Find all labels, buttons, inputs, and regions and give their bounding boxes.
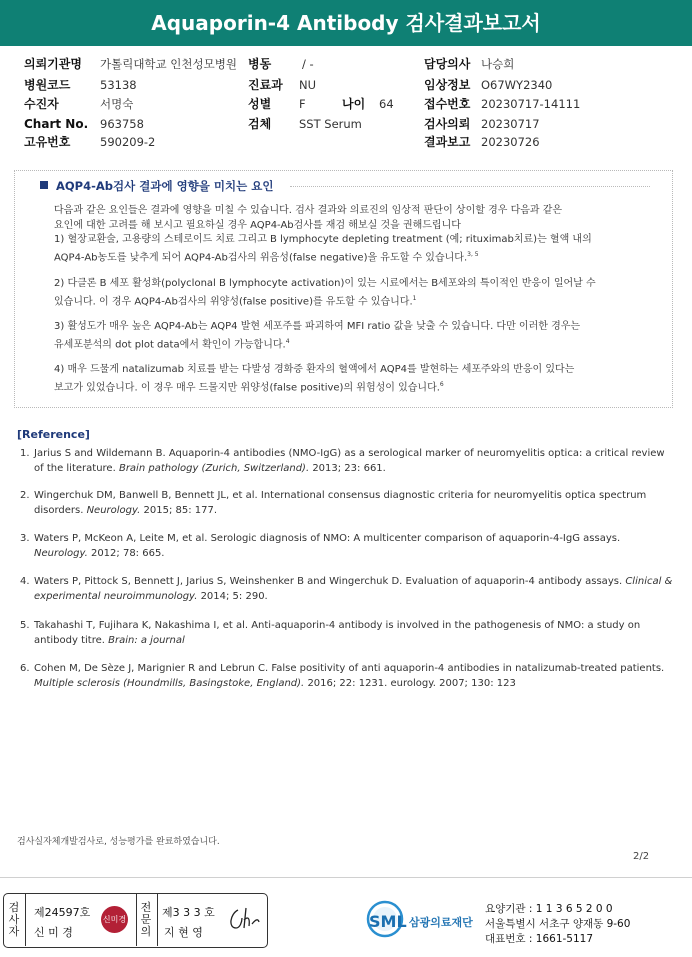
factor-4 — [54, 363, 634, 395]
examiner-license: 제24597호 — [34, 906, 91, 919]
factor-1-text: AQP4-Ab농도를 낮추게 되어 AQP4-Ab검사의 위음성(false negative)을 유도할 수 있습니다. — [54, 251, 468, 263]
factor-3-line-1: 3) 활성도가 매우 높은 AQP4-Ab는 AQP4 발현 세포주를 파괴하여 MFI ratio 값을 낮출 수 있습니다. 다만 이러한 경우는 — [54, 321, 581, 332]
factor-3-line-2 — [54, 335, 634, 353]
reference-journal: Clinical & experimental neuroimmunology. — [34, 576, 673, 602]
factor-1-citation: 3, 5 — [467, 250, 479, 258]
footer-divider — [0, 877, 692, 878]
receipt-label: 접수번호 — [424, 97, 471, 111]
reference-number: 1. — [20, 448, 30, 459]
result-date-label: 결과보고 — [424, 135, 471, 149]
reference-journal: Brain pathology (Zurich, Switzerland). — [118, 462, 310, 474]
recipient-value: 서명숙 — [100, 97, 134, 111]
signature-divider — [25, 894, 26, 946]
intro-line-1: 다음과 같은 요인들은 결과에 영향을 미칠 수 있습니다. 검사 결과와 의료진의 임상적 판단이 상이할 경우 다음과 같은 — [54, 205, 563, 216]
examiner-stamp-icon: 신미경 — [101, 906, 128, 933]
reference-item-1 — [20, 447, 675, 476]
recipient-label: 수진자 — [24, 97, 59, 111]
specimen-label: 검체 — [248, 117, 272, 131]
department-label: 진료과 — [248, 78, 283, 92]
page-number: 2/2 — [633, 851, 650, 862]
reference-journal: Neurology. — [34, 547, 88, 559]
logo-name: 삼광의료재단 — [409, 916, 473, 929]
intro-line-2: 요인에 대한 고려를 해 보시고 필요하실 경우 AQP4-Ab검사를 재검 해보실 것을 권해드립니다 — [54, 219, 461, 231]
doctor-value: 나승희 — [481, 57, 515, 71]
reference-text: Waters P, McKeon A, Leite M, et al. Serologic diagnosis of NMO: A multicenter comparison of aquaporin-4-IgG assays. — [34, 533, 621, 544]
reference-journal: Brain: a journal — [108, 634, 185, 646]
factors-heading — [40, 178, 273, 194]
specimen-value: SST Serum — [299, 117, 362, 131]
factor-4-line-2 — [54, 378, 634, 396]
factor-1-line-1: 1) 혈장교환술, 고용량의 스테로이드 치료 그리고 B lymphocyte depleting treatment (예; rituximab치료)는 혈액 내의 — [54, 234, 592, 245]
clinical-info-label: 임상정보 — [424, 78, 471, 92]
specialist-license: 제3 3 3 호 — [162, 906, 215, 919]
unique-no-label: 고유번호 — [24, 135, 71, 149]
specialist-signature-icon — [224, 904, 262, 936]
factor-3 — [54, 320, 634, 352]
specialist-label: 전문의 — [140, 901, 152, 938]
signature-box — [3, 893, 268, 948]
org-code: 요양기관 : 1 1 3 6 5 2 0 0 — [485, 903, 613, 915]
clinical-info-value: O67WY2340 — [481, 78, 553, 92]
reference-item-3 — [20, 532, 675, 561]
reference-tail: 2016; 22: 1231. eurology. 2007; 130: 123 — [307, 677, 516, 689]
factors-intro — [54, 204, 634, 265]
reference-number: 2. — [20, 490, 30, 501]
department-value: NU — [299, 78, 317, 92]
org-address: 서울특별시 서초구 양재동 9-60 — [485, 918, 631, 930]
factor-2 — [54, 277, 634, 309]
reference-number: 5. — [20, 620, 30, 631]
reference-number: 3. — [20, 533, 30, 544]
report-title: Aquaporin-4 Antibody 검사결과보고서 — [0, 0, 692, 46]
reference-tail: 2012; 78: 665. — [90, 547, 165, 559]
reference-item-5 — [20, 619, 675, 648]
chart-no-value: 963758 — [100, 117, 144, 131]
logo-abbr: SML — [369, 912, 407, 931]
reference-text: Jarius S and Wildemann B. Aquaporin-4 antibodies (NMO-IgG) as a serological marker of neuromyelitis optica: a critical review of the literature. — [34, 448, 665, 474]
sex-label: 성별 — [248, 97, 272, 111]
factor-3-text: 유세포분석의 dot plot data에서 확인이 가능합니다. — [54, 338, 286, 350]
reference-text: Wingerchuk DM, Banwell B, Bennett JL, et al. International consensus diagnostic criteria for neuromyelitis optica spectrum disorders. — [34, 490, 647, 516]
request-date-value: 20230717 — [481, 117, 540, 131]
chart-no-label: Chart No. — [24, 117, 89, 131]
factor-2-citation: 1 — [412, 294, 417, 302]
reference-text: Takahashi T, Fujihara K, Nakashima I, et al. Anti-aquaporin-4 antibody is involved in the pathogenesis of NMO: a study on antibody titre. — [34, 620, 641, 646]
factor-3-citation: 4 — [285, 337, 290, 345]
unique-no-value: 590209-2 — [100, 135, 156, 149]
doctor-label: 담당의사 — [424, 57, 471, 71]
age-value: 64 — [379, 97, 394, 111]
institution-label: 의뢰기관명 — [24, 57, 82, 71]
factor-1-line-2 — [54, 248, 634, 266]
validation-note: 검사실자체개발검사로, 성능평가를 완료하였습니다. — [17, 837, 220, 847]
factor-4-citation: 6 — [439, 380, 444, 388]
specialist-name: 지 현 영 — [164, 926, 203, 939]
reference-tail: 2014; 5: 290. — [200, 590, 268, 602]
reference-heading: [Reference] — [17, 428, 90, 441]
ward-value: / - — [302, 57, 314, 71]
factor-2-text: 있습니다. 이 경우 AQP4-Ab검사의 위양성(false positive)를 유도할 수 있습니다. — [54, 295, 413, 307]
factor-4-text: 보고가 있었습니다. 이 경우 매우 드물지만 위양성(false positive)의 위험성이 있습니다. — [54, 381, 440, 393]
reference-number: 4. — [20, 576, 30, 587]
ward-label: 병동 — [248, 57, 272, 71]
reference-journal: Multiple sclerosis (Houndmills, Basingstoke, England). — [34, 677, 305, 689]
signature-divider — [157, 894, 158, 946]
reference-tail: 2015; 85: 177. — [143, 504, 218, 516]
reference-journal: Neurology. — [86, 504, 141, 516]
receipt-value: 20230717-14111 — [481, 97, 581, 111]
age-label: 나이 — [342, 97, 366, 111]
factors-heading-text: AQP4-Ab검사 결과에 영향을 미치는 요인 — [56, 179, 274, 193]
reference-item-2 — [20, 489, 675, 518]
square-bullet-icon — [40, 181, 48, 189]
examiner-label: 검사자 — [8, 901, 20, 938]
reference-item-6 — [20, 662, 675, 691]
signature-divider — [136, 894, 137, 946]
reference-item-4 — [20, 575, 675, 604]
org-phone: 대표번호 : 1661-5117 — [485, 933, 594, 945]
factor-2-line-1: 2) 다클론 B 세포 활성화(polyclonal B lymphocyte activation)이 있는 시료에서는 B세포와의 특이적인 반응이 일어날 수 — [54, 278, 596, 289]
reference-number: 6. — [20, 663, 30, 674]
reference-tail: 2013; 23: 661. — [312, 462, 386, 474]
factors-heading-rule — [290, 186, 650, 187]
sex-value: F — [299, 97, 306, 111]
hospital-code-label: 병원코드 — [24, 78, 71, 92]
result-date-value: 20230726 — [481, 135, 540, 149]
examiner-name: 신 미 경 — [34, 926, 73, 939]
request-date-label: 검사의뢰 — [424, 117, 471, 131]
hospital-code-value: 53138 — [100, 78, 137, 92]
reference-text: Cohen M, De Sèze J, Marignier R and Lebrun C. False positivity of anti aquaporin-4 antibodies in natalizumab-treated patients. — [34, 663, 665, 674]
reference-text: Waters P, Pittock S, Bennett J, Jarius S, Weinshenker B and Wingerchuk D. Evaluation of aquaporin-4 antibody assays. — [34, 576, 623, 587]
institution-value: 가톨릭대학교 인천성모병원 — [100, 57, 237, 71]
factor-2-line-2 — [54, 292, 634, 310]
factor-4-line-1: 4) 매우 드물게 natalizumab 치료를 받는 다발성 경화증 환자의 혈액에서 AQP4를 발현하는 세포주와의 반응이 있다는 — [54, 364, 575, 375]
